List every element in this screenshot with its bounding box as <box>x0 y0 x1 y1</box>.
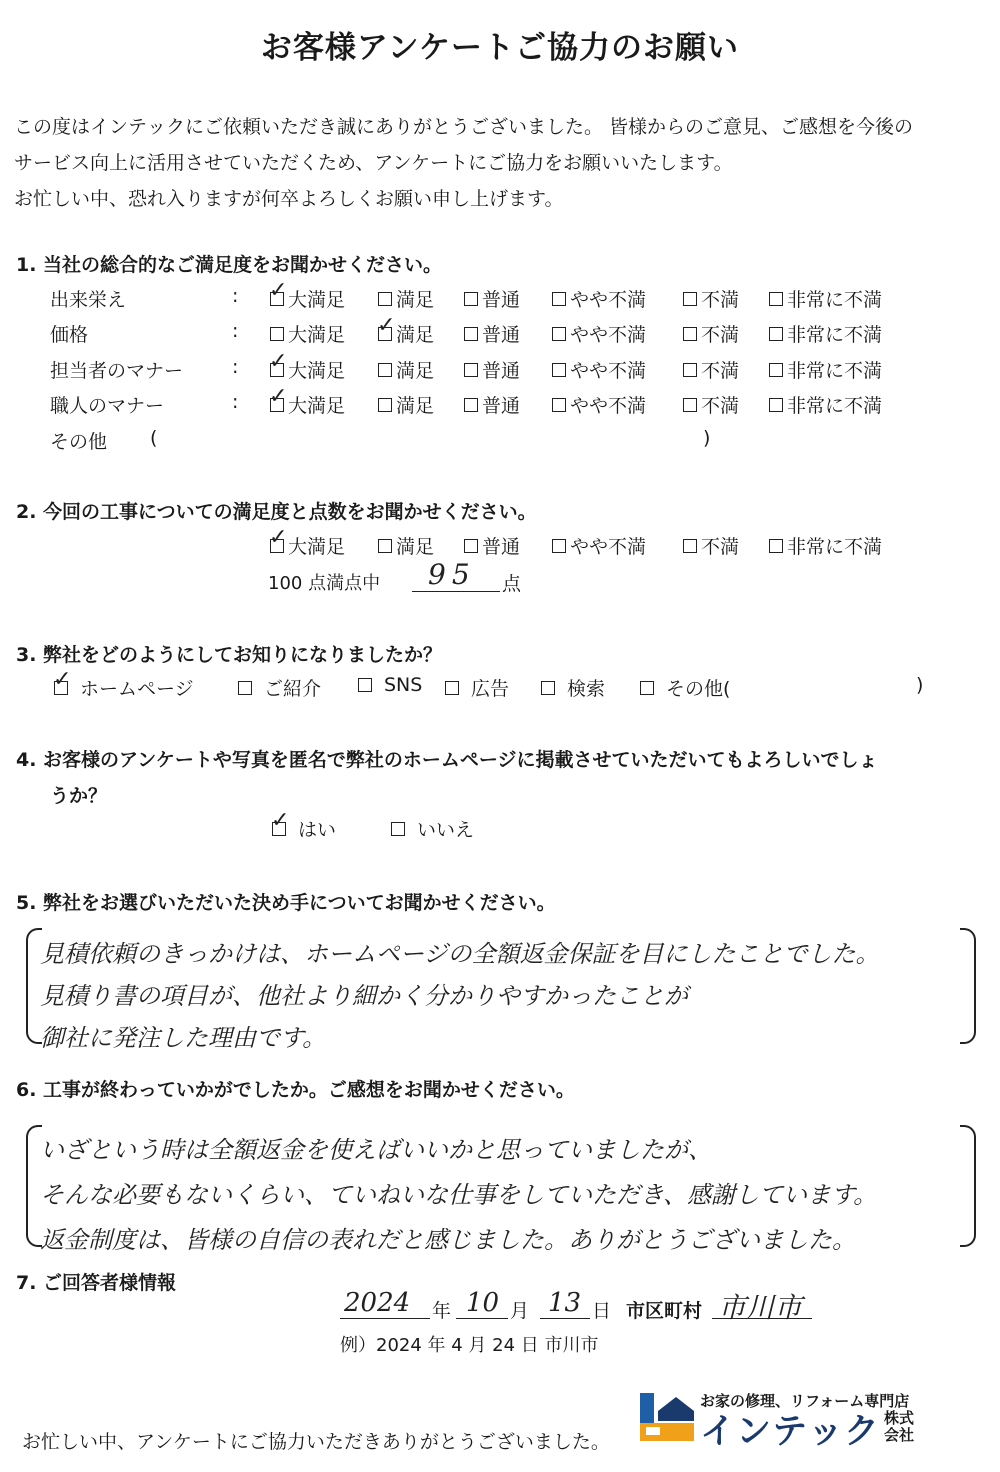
q5-bracket-right <box>960 928 976 1044</box>
q1-option[interactable] <box>769 320 882 347</box>
q3-option[interactable] <box>640 674 730 701</box>
q7-day-label: 日 <box>592 1300 612 1322</box>
q3-option[interactable] <box>445 674 509 701</box>
q1-option[interactable] <box>377 312 435 347</box>
q7-year-underline <box>340 1318 430 1319</box>
q1-option[interactable] <box>552 320 646 347</box>
option-label: 不満 <box>701 289 740 311</box>
option-label: ホームページ <box>80 678 194 700</box>
checkmark-icon: ✓ <box>269 524 288 550</box>
q1-option[interactable] <box>683 320 739 347</box>
checkbox-icon[interactable] <box>53 666 72 695</box>
option-label: 非常に不満 <box>787 395 883 417</box>
q4-heading-line-1: 4. お客様のアンケートや写真を匿名で弊社のホームページに掲載させていただいてもよろしいでしょ <box>16 749 878 771</box>
q1-heading: 1. 当社の総合的なご満足度をお聞かせください。 <box>16 254 443 276</box>
q3-paren-close: ) <box>916 674 924 696</box>
q1-row-label: 出来栄え <box>50 289 127 311</box>
logo-name: インテック <box>700 1412 881 1452</box>
checkbox-icon[interactable] <box>464 292 478 306</box>
q1-option[interactable] <box>378 285 434 312</box>
q7-day[interactable]: 13 <box>548 1288 582 1318</box>
q7-city-underline <box>712 1318 812 1319</box>
q3-option[interactable] <box>238 674 321 701</box>
option-label: 非常に不満 <box>787 289 883 311</box>
checkbox-icon[interactable] <box>391 822 405 836</box>
q1-row-label: 職人のマナー <box>50 395 165 417</box>
q1-row-colon: : <box>232 320 239 342</box>
checkbox-icon[interactable] <box>769 292 783 306</box>
option-label: 大満足 <box>288 536 346 558</box>
checkmark-icon: ✓ <box>271 807 290 833</box>
checkbox-icon[interactable] <box>358 678 372 692</box>
q1-option[interactable] <box>270 320 345 347</box>
option-label: 満足 <box>396 395 435 417</box>
option-label: 満足 <box>396 324 435 346</box>
option-label: 普通 <box>482 360 521 382</box>
q1-option[interactable] <box>269 348 346 383</box>
checkbox-icon[interactable] <box>552 539 566 553</box>
q6-answer-line-1[interactable]: いざという時は全額返金を使えばいいかと思っていましたが、 <box>40 1136 712 1164</box>
q6-answer-line-2[interactable]: そんな必要もないくらい、ていねいな仕事をしていただき、感謝しています。 <box>40 1181 878 1209</box>
q1-other-paren-open: ( <box>150 427 158 449</box>
checkbox-icon[interactable] <box>552 327 566 341</box>
q1-other-paren-close: ) <box>703 427 711 449</box>
q1-option[interactable] <box>378 391 434 418</box>
checkbox-icon[interactable] <box>271 807 290 836</box>
checkbox-icon[interactable] <box>769 539 783 553</box>
q2-option[interactable] <box>552 532 646 559</box>
q1-option[interactable] <box>378 356 434 383</box>
option-label: 普通 <box>482 536 521 558</box>
checkbox-icon[interactable] <box>683 398 697 412</box>
logo-company-suffix: 株式会社 <box>884 1409 915 1444</box>
checkbox-icon[interactable] <box>464 363 478 377</box>
intro-line-1: この度はインテックにご依頼いただき誠にありがとうございました。 皆様からのご意見、ご感想を今後の <box>14 116 914 138</box>
option-label: 普通 <box>482 289 521 311</box>
q1-option[interactable] <box>552 356 646 383</box>
q1-row-label: 価格 <box>50 324 89 346</box>
checkbox-icon[interactable] <box>769 398 783 412</box>
q2-score-value[interactable]: 95 <box>428 558 476 591</box>
option-label: 非常に不満 <box>787 536 883 558</box>
option-label: やや不満 <box>570 536 647 558</box>
checkbox-icon[interactable] <box>464 398 478 412</box>
checkbox-icon[interactable] <box>270 327 284 341</box>
footer-thanks: お忙しい中、アンケートにご協力いただきありがとうございました。 <box>22 1431 610 1453</box>
q1-option[interactable] <box>769 356 882 383</box>
checkbox-icon[interactable] <box>269 524 288 553</box>
q1-other-label: その他 <box>50 431 108 453</box>
checkbox-icon[interactable] <box>378 363 392 377</box>
option-label: 満足 <box>396 360 435 382</box>
option-label: 大満足 <box>288 324 346 346</box>
q5-answer-line-1[interactable]: 見積依頼のきっかけは、ホームページの全額返金保証を目にしたことでした。 <box>40 940 880 968</box>
q2-score-prefix: 100 点満点中 <box>268 573 381 594</box>
checkbox-icon[interactable] <box>683 327 697 341</box>
q1-option[interactable] <box>769 285 882 312</box>
q6-heading: 6. 工事が終わっていかがでしたか。ご感想をお聞かせください。 <box>16 1079 575 1101</box>
option-label: 満足 <box>396 536 435 558</box>
option-label: 不満 <box>701 360 740 382</box>
q7-month[interactable]: 10 <box>466 1288 500 1318</box>
q5-heading: 5. 弊社をお選びいただいた決め手についてお聞かせください。 <box>16 892 556 914</box>
q1-option[interactable] <box>552 391 646 418</box>
checkbox-icon[interactable] <box>378 398 392 412</box>
q1-option[interactable] <box>552 285 646 312</box>
q3-option[interactable] <box>358 674 422 696</box>
q5-answer-line-3[interactable]: 御社に発注した理由です。 <box>40 1024 327 1052</box>
option-label: 不満 <box>701 324 740 346</box>
checkbox-icon[interactable] <box>464 327 478 341</box>
option-label: 大満足 <box>288 395 346 417</box>
option-label: やや不満 <box>570 360 647 382</box>
q7-year-label: 年 <box>432 1300 452 1322</box>
q1-row-colon: : <box>232 285 239 307</box>
q2-option[interactable] <box>769 532 882 559</box>
option-label: 広告 <box>471 678 510 700</box>
q1-option[interactable] <box>683 356 739 383</box>
checkbox-icon[interactable] <box>552 292 566 306</box>
q2-heading: 2. 今回の工事についての満足度と点数をお聞かせください。 <box>16 501 537 523</box>
checkbox-icon[interactable] <box>269 383 288 412</box>
q1-option[interactable] <box>769 391 882 418</box>
option-label: その他( <box>666 678 731 700</box>
intro-line-3: お忙しい中、恐れ入りますが何卒よろしくお願い申し上げます。 <box>14 188 564 210</box>
q1-option[interactable] <box>269 383 346 418</box>
checkbox-icon[interactable] <box>769 327 783 341</box>
checkbox-icon[interactable] <box>769 363 783 377</box>
q4-option[interactable] <box>271 807 337 842</box>
q2-option[interactable] <box>378 532 434 559</box>
option-label: 普通 <box>482 324 521 346</box>
q7-year[interactable]: 2024 <box>344 1288 411 1318</box>
option-label: 非常に不満 <box>787 360 883 382</box>
q7-heading: 7. ご回答者様情報 <box>16 1272 177 1294</box>
q1-option[interactable] <box>464 320 520 347</box>
checkbox-icon[interactable] <box>238 681 252 695</box>
checkbox-icon[interactable] <box>269 277 288 306</box>
option-label: SNS <box>384 674 423 696</box>
intec-logo-mark <box>640 1393 694 1441</box>
q2-score-suffix: 点 <box>502 573 522 595</box>
option-label: はい <box>298 819 337 841</box>
option-label: 満足 <box>396 289 435 311</box>
option-label: 不満 <box>701 536 740 558</box>
q1-row-colon: : <box>232 391 239 413</box>
q3-option[interactable] <box>53 666 194 701</box>
q2-score-underline <box>412 591 500 592</box>
q1-option[interactable] <box>464 285 520 312</box>
option-label: やや不満 <box>570 395 647 417</box>
q1-row-colon: : <box>232 356 239 378</box>
checkbox-icon[interactable] <box>683 363 697 377</box>
option-label: 不満 <box>701 395 740 417</box>
q2-option[interactable] <box>269 524 346 559</box>
checkbox-icon[interactable] <box>464 539 478 553</box>
q3-heading: 3. 弊社をどのようにしてお知りになりましたか？ <box>16 644 443 666</box>
checkbox-icon[interactable] <box>552 398 566 412</box>
q2-option[interactable] <box>683 532 739 559</box>
q1-option[interactable] <box>464 391 520 418</box>
q3-option[interactable] <box>541 674 605 701</box>
q5-answer-line-2[interactable]: 見積り書の項目が、他社より細かく分かりやすかったことが <box>40 982 688 1010</box>
option-label: 検索 <box>567 678 606 700</box>
q2-option[interactable] <box>464 532 520 559</box>
q1-option[interactable] <box>683 285 739 312</box>
checkmark-icon: ✓ <box>269 348 288 374</box>
checkbox-icon[interactable] <box>378 292 392 306</box>
checkbox-icon[interactable] <box>552 363 566 377</box>
checkmark-icon: ✓ <box>377 312 396 338</box>
q7-month-label: 月 <box>510 1300 530 1322</box>
q7-city-label: 市区町村 <box>626 1300 703 1322</box>
checkbox-icon[interactable] <box>377 312 396 341</box>
option-label: 普通 <box>482 395 521 417</box>
intro-line-2: サービス向上に活用させていただくため、アンケートにご協力をお願いいたします。 <box>14 152 733 174</box>
option-label: やや不満 <box>570 289 647 311</box>
checkbox-icon[interactable] <box>640 681 654 695</box>
option-label: 大満足 <box>288 360 346 382</box>
q1-option[interactable] <box>269 277 346 312</box>
q7-month-underline <box>456 1318 508 1319</box>
option-label: 非常に不満 <box>787 324 883 346</box>
logo-tagline: お家の修理、リフォーム専門店 <box>700 1392 910 1410</box>
checkbox-icon[interactable] <box>445 681 459 695</box>
q7-city[interactable]: 市川市 <box>718 1291 803 1324</box>
q6-bracket-right <box>960 1125 976 1247</box>
q7-example: 例）2024 年 4 月 24 日 市川市 <box>340 1335 599 1356</box>
checkbox-icon[interactable] <box>378 539 392 553</box>
checkmark-icon: ✓ <box>269 277 288 303</box>
q1-option[interactable] <box>464 356 520 383</box>
q1-option[interactable] <box>683 391 739 418</box>
q6-answer-line-3[interactable]: 返金制度は、皆様の自信の表れだと感じました。ありがとうございました。 <box>40 1226 856 1254</box>
option-label: ご紹介 <box>264 678 322 700</box>
checkbox-icon[interactable] <box>541 681 555 695</box>
checkmark-icon: ✓ <box>269 383 288 409</box>
option-label: やや不満 <box>570 324 647 346</box>
q4-option[interactable] <box>391 815 474 842</box>
checkbox-icon[interactable] <box>683 292 697 306</box>
q7-day-underline <box>540 1318 590 1319</box>
page-title: お客様アンケートご協力のお願い <box>260 30 740 66</box>
q4-heading-line-2: うか？ <box>50 785 108 807</box>
checkmark-icon: ✓ <box>53 666 72 692</box>
option-label: いいえ <box>417 819 475 841</box>
checkbox-icon[interactable] <box>269 348 288 377</box>
checkbox-icon[interactable] <box>683 539 697 553</box>
q1-row-label: 担当者のマナー <box>50 360 184 382</box>
option-label: 大満足 <box>288 289 346 311</box>
